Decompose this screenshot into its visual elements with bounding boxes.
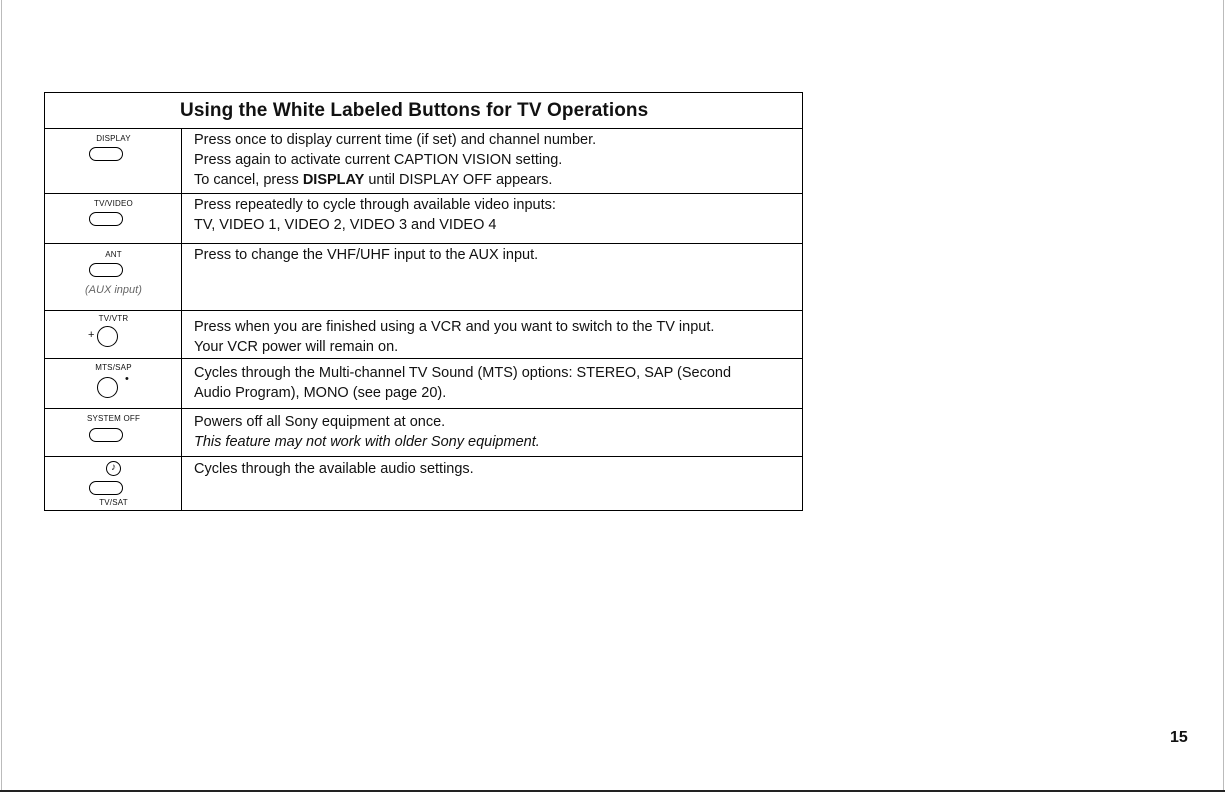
tv-vtr-button-icon: [97, 326, 118, 347]
description-line: Your VCR power will remain on.: [194, 339, 399, 355]
description-system-off: [182, 409, 802, 456]
plus-mark: +: [88, 329, 95, 341]
button-label-tv-sat: TV/SAT: [99, 498, 128, 507]
tv-video-button-icon: [89, 212, 123, 226]
tv-sat-button-icon: [89, 481, 123, 495]
description-tv-video: [182, 194, 802, 243]
button-reference-table: [44, 92, 803, 511]
description-line: Cycles through the available audio settings.: [194, 461, 474, 477]
table-title: Using the White Labeled Buttons for TV Operations: [180, 99, 649, 121]
description-line: TV, VIDEO 1, VIDEO 2, VIDEO 3 and VIDEO 4: [194, 217, 497, 233]
description-line: Press once to display current time (if set) and channel number.: [194, 132, 597, 148]
description-line: Press when you are finished using a VCR and you want to switch to the TV input.: [194, 319, 715, 335]
description-ant: [182, 244, 802, 310]
description-mts-sap: [182, 359, 802, 408]
table-row-tv-video: [45, 194, 802, 244]
page-number: 15: [1170, 729, 1188, 746]
table-row-display: [45, 129, 802, 194]
button-cell-display: [45, 129, 182, 193]
music-note-icon: ♪: [106, 461, 121, 476]
button-label-tv-vtr: TV/VTR: [98, 314, 129, 323]
mts-sap-button-icon: [97, 377, 118, 398]
ant-button-icon: [89, 263, 123, 277]
description-italic-note: This feature may not work with older Sony equipment.: [194, 434, 540, 450]
table-row-tv-sat: [45, 457, 802, 511]
button-cell-system-off: [45, 409, 182, 456]
table-row-tv-vtr: [45, 311, 802, 359]
button-label-display: DISPLAY: [96, 134, 131, 143]
button-name-bold: DISPLAY: [302, 172, 365, 188]
bullet-dot: •: [125, 373, 129, 385]
description-text: until DISPLAY OFF appears.: [364, 172, 553, 188]
button-label-ant: ANT: [105, 250, 122, 259]
button-cell-ant: [45, 244, 182, 310]
description-tv-sat: [182, 457, 802, 511]
button-label-mts-sap: MTS/SAP: [95, 363, 132, 372]
description-line: Audio Program), MONO (see page 20).: [194, 385, 447, 401]
description-display: [182, 129, 802, 193]
button-cell-tv-sat: [45, 457, 182, 511]
system-off-button-icon: [89, 428, 123, 442]
button-label-tv-video: TV/VIDEO: [94, 199, 133, 208]
description-tv-vtr: [182, 311, 802, 358]
scan-edge-right: [1223, 0, 1224, 792]
table-row-mts-sap: [45, 359, 802, 409]
description-line: Press repeatedly to cycle through available video inputs:: [194, 197, 556, 213]
description-line: Powers off all Sony equipment at once.: [194, 414, 446, 430]
description-line: Press to change the VHF/UHF input to the AUX input.: [194, 247, 539, 263]
button-label-system-off: SYSTEM OFF: [86, 414, 141, 423]
aux-input-note: (AUX input): [85, 284, 142, 296]
scan-edge-left: [1, 0, 2, 792]
description-text: To cancel, press: [194, 172, 303, 188]
button-cell-mts-sap: [45, 359, 182, 408]
display-button-icon: [89, 147, 123, 161]
button-cell-tv-vtr: [45, 311, 182, 358]
description-line: Press again to activate current CAPTION VISION setting.: [194, 152, 563, 168]
description-line: Cycles through the Multi-channel TV Sound (MTS) options: STEREO, SAP (Second: [194, 365, 732, 381]
button-cell-tv-video: [45, 194, 182, 243]
table-row-ant: [45, 244, 802, 311]
table-row-system-off: [45, 409, 802, 457]
table-header: [45, 93, 802, 129]
description-line: [194, 170, 802, 190]
